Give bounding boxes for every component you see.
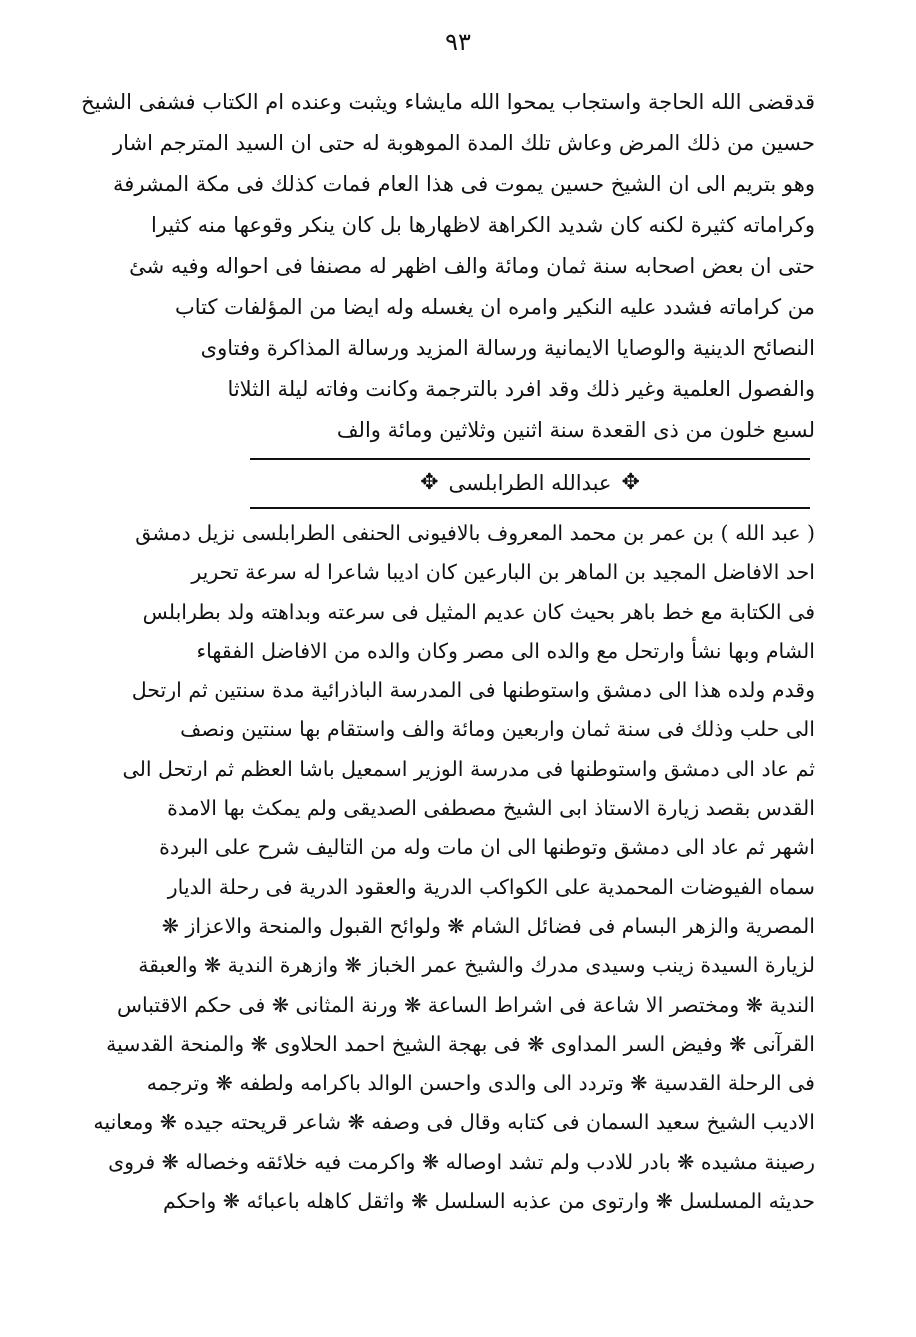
text-line: قدقضى الله الحاجة واستجاب يمحوا الله مايشاء ويثبت وعنده ام الكتاب فشفى الشيخ xyxy=(81,90,815,114)
ornament-icon: ✥ xyxy=(420,470,439,495)
text-line: الاديب الشيخ سعيد السمان فى كتابه وقال فى وصفه ❋ شاعر قريحته جيده ❋ ومعانيه xyxy=(93,1110,815,1135)
text-line: فى الكتابة مع خط باهر بحيث كان عديم المثيل فى سرعته وبداهته ولد بطرابلس xyxy=(142,599,815,624)
text-line: وكراماته كثيرة لكنه كان شديد الكراهة لاظهارها بل كان ينكر وقوعها منه كثيرا xyxy=(150,213,815,237)
text-line: من كراماته فشدد عليه النكير وامره ان يغسله وله ايضا من المؤلفات كتاب xyxy=(174,295,815,319)
text-line: لسبع خلون من ذى القعدة سنة اثنين وثلاثين ومائة والف xyxy=(336,418,815,442)
text-line: فى الرحلة القدسية ❋ وتردد الى والدى واحسن الوالد باكرامه ولطفه ❋ وترجمه xyxy=(146,1071,815,1096)
ornament-icon: ✥ xyxy=(621,470,640,495)
text-line: ثم عاد الى دمشق واستوطنها فى مدرسة الوزير اسمعيل باشا العظم ثم ارتحل الى xyxy=(122,756,815,781)
text-line: حديثه المسلسل ❋ وارتوى من عذبه السلسل ❋ واثقل كاهله باعبائه ❋ واحكم xyxy=(163,1189,815,1214)
page-number: ٩٣ xyxy=(445,28,471,56)
text-line: والفصول العلمية وغير ذلك وقد افرد بالترجمة وكانت وفاته ليلة الثلاثا xyxy=(227,377,815,401)
text-line: وقدم ولده هذا الى دمشق واستوطنها فى المدرسة الباذرائية مدة سنتين ثم ارتحل xyxy=(131,678,815,703)
text-line: سماه الفيوضات المحمدية على الكواكب الدرية والعقود الدرية فى رحلة الديار xyxy=(167,874,815,899)
text-line: القرآنى ❋ وفيض السر المداوى ❋ فى بهجة الشيخ احمد الحلاوى ❋ والمنحة القدسية xyxy=(106,1031,815,1056)
section-divider-top xyxy=(250,458,810,460)
text-line: ( عبد الله ) بن عمر بن محمد المعروف بالافيونى الحنفى الطرابلسى نزيل دمشق xyxy=(135,521,815,545)
text-line: الشام وبها نشأ وارتحل مع والده الى مصر وكان والده من الافاضل الفقهاء xyxy=(196,638,815,663)
text-line: الندية ❋ ومختصر الا شاعة فى اشراط الساعة ❋ ورنة المثانى ❋ فى حكم الاقتباس xyxy=(116,992,815,1017)
section-divider-bottom xyxy=(250,507,810,509)
text-line: المصرية والزهر البسام فى فضائل الشام ❋ ولوائح القبول والمنحة والاعزاز ❋ xyxy=(161,913,815,938)
text-line: النصائح الدينية والوصايا الايمانية ورسالة المزيد ورسالة المذاكرة وفتاوى xyxy=(200,336,815,360)
text-line: حسين من ذلك المرض وعاش تلك المدة الموهوبة له حتى ان السيد المترجم اشار xyxy=(113,131,815,155)
text-line: الى حلب وذلك فى سنة ثمان واربعين ومائة والف واستقام بها سنتين ونصف xyxy=(180,717,815,742)
biography-continuation xyxy=(81,82,815,451)
text-line: اشهر ثم عاد الى دمشق وتوطنها الى ان مات وله من التاليف شرح على البردة xyxy=(159,835,815,860)
text-line: وهو بتريم الى ان الشيخ حسين يموت فى هذا العام فمات كذلك فى مكة المشرفة xyxy=(113,172,815,196)
text-line: حتى ان بعض اصحابه سنة ثمان ومائة والف اظهر له مصنفا فى احواله وفيه شئ xyxy=(129,254,815,278)
text-line: لزيارة السيدة زينب وسيدى مدرك والشيخ عمر الخباز ❋ وازهرة الندية ❋ والعبقة xyxy=(138,953,815,978)
section-heading xyxy=(250,461,810,505)
section-title: عبدالله الطرابلسى xyxy=(448,471,612,495)
text-line: احد الافاضل المجيد بن الماهر بن البارعين كان اديبا شاعرا له سرعة تحرير xyxy=(191,560,815,585)
text-line: رصينة مشيده ❋ بادر للادب ولم تشد اوصاله ❋ واكرمت فيه خلائقه وخصاله ❋ فروى xyxy=(108,1149,815,1174)
text-line: القدس بقصد زيارة الاستاذ ابى الشيخ مصطفى الصديقى ولم يمكث بها الامدة xyxy=(167,796,815,821)
biography-abdullah-tarabulsi xyxy=(93,514,815,1221)
